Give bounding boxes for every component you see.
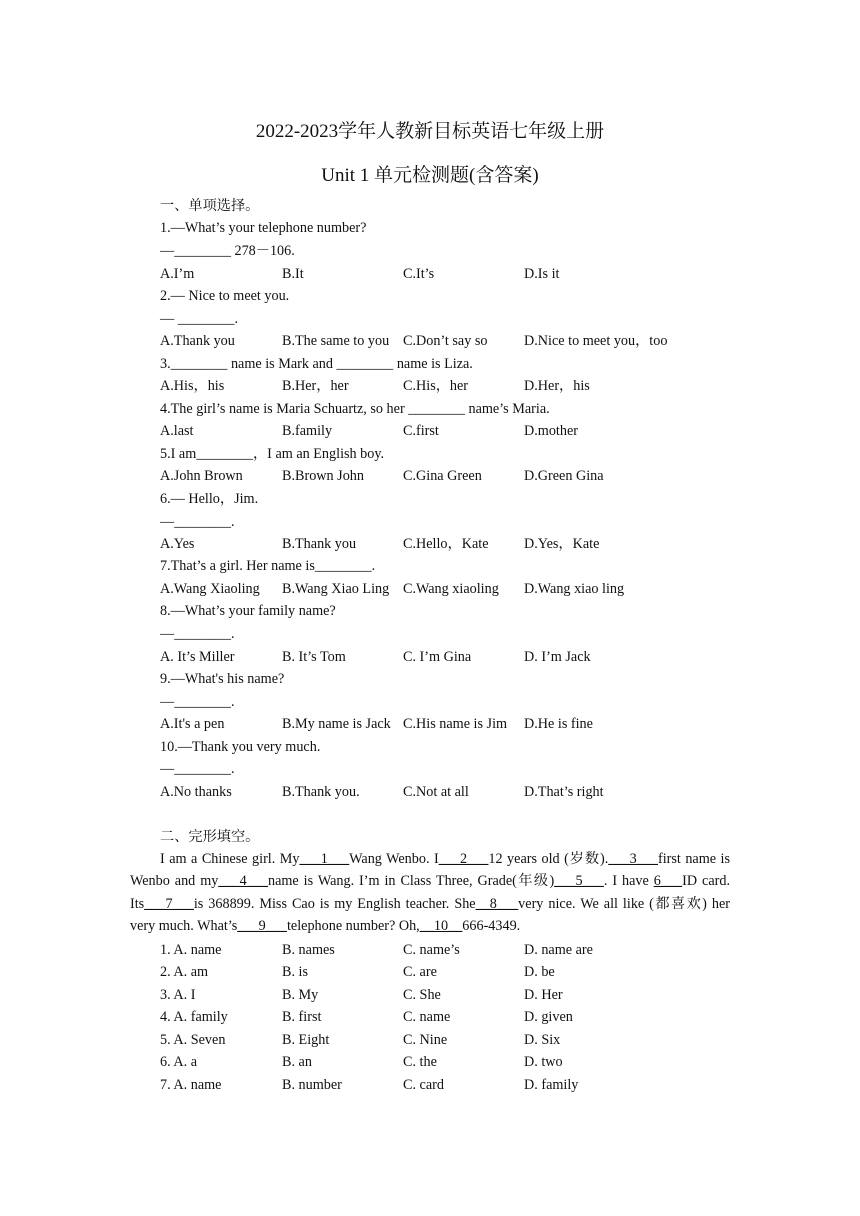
option-b: B. Eight bbox=[282, 1032, 330, 1048]
blank: ___7___ bbox=[144, 895, 194, 912]
question-line: 5.I am________，I am an English boy. bbox=[160, 446, 385, 462]
option-d: D.mother bbox=[524, 423, 578, 439]
option-b: B.It bbox=[282, 266, 304, 282]
option-a: 2. A. am bbox=[160, 964, 209, 980]
question-line: 1.—What’s your telephone number? bbox=[160, 220, 367, 236]
option-d: D. name are bbox=[524, 942, 593, 958]
option-a: 5. A. Seven bbox=[160, 1032, 226, 1048]
options-row bbox=[160, 422, 760, 440]
question-line: 8.—What’s your family name? bbox=[160, 603, 336, 619]
blank: ___2___ bbox=[438, 851, 489, 867]
option-a: A.It's a pen bbox=[160, 716, 225, 732]
option-d: D. family bbox=[524, 1077, 579, 1093]
question-line: 3.________ name is Mark and ________ name is Liza. bbox=[160, 356, 473, 372]
option-d: D.That’s right bbox=[524, 784, 604, 800]
answer-row bbox=[160, 1076, 760, 1094]
option-c: C. She bbox=[403, 987, 441, 1003]
blank: ___3___ bbox=[608, 851, 658, 867]
option-a: A.last bbox=[160, 423, 194, 439]
option-a: 7. A. name bbox=[160, 1077, 222, 1093]
answer-row bbox=[160, 963, 760, 981]
option-b: B. an bbox=[282, 1054, 312, 1070]
options-row bbox=[160, 648, 760, 666]
option-d: D.Green Gina bbox=[524, 468, 604, 484]
option-c: C.Don’t say so bbox=[403, 333, 488, 349]
option-d: D. I’m Jack bbox=[524, 649, 591, 665]
answer-row bbox=[160, 1053, 760, 1071]
option-d: D.Nice to meet you，too bbox=[524, 333, 668, 349]
option-a: A. It’s Miller bbox=[160, 649, 235, 665]
options-row bbox=[160, 467, 760, 485]
option-b: B. is bbox=[282, 964, 309, 980]
question-line: 2.— Nice to meet you. bbox=[160, 288, 290, 304]
options-row bbox=[160, 265, 760, 283]
blank: ___4___ bbox=[218, 873, 268, 890]
answer-row bbox=[160, 1008, 760, 1026]
question-line: —________. bbox=[160, 761, 235, 777]
option-a: 1. A. name bbox=[160, 942, 222, 958]
option-c: C.Wang xiaoling bbox=[403, 581, 499, 597]
option-c: C.His name is Jim bbox=[403, 716, 508, 732]
option-d: D.Wang xiao ling bbox=[524, 581, 625, 597]
option-c: C.first bbox=[403, 423, 439, 439]
cloze-passage bbox=[130, 848, 730, 938]
section-heading: 二、完形填空。 bbox=[160, 829, 260, 845]
option-a: 6. A. a bbox=[160, 1054, 198, 1070]
answer-row bbox=[160, 1031, 760, 1049]
option-d: D. given bbox=[524, 1009, 573, 1025]
option-b: B.family bbox=[282, 423, 333, 439]
options-row bbox=[160, 332, 760, 350]
question-line: —________. bbox=[160, 694, 235, 710]
document-title: 2022-2023学年人教新目标英语七年级上册 bbox=[255, 121, 605, 142]
option-c: C. card bbox=[403, 1077, 444, 1093]
option-d: D.Her，his bbox=[524, 378, 590, 394]
option-a: 3. A. I bbox=[160, 987, 196, 1003]
option-a: A.Thank you bbox=[160, 333, 235, 349]
option-d: D. Her bbox=[524, 987, 563, 1003]
options-row bbox=[160, 377, 760, 395]
question-line: —________. bbox=[160, 514, 235, 530]
passage-text: name is Wang. I’m in Class Three, Grade(年级) bbox=[268, 873, 555, 890]
question-line: 10.—Thank you very much. bbox=[160, 739, 321, 755]
option-a: A.Wang Xiaoling bbox=[160, 581, 260, 597]
option-b: B.My name is Jack bbox=[282, 716, 391, 732]
option-d: D. two bbox=[524, 1054, 563, 1070]
answer-row bbox=[160, 941, 760, 959]
option-b: B.Her，her bbox=[282, 378, 349, 394]
passage-text: 12 years old (岁数). bbox=[488, 851, 609, 867]
option-c: C. name bbox=[403, 1009, 451, 1025]
option-d: D. Six bbox=[524, 1032, 561, 1048]
blank: ___5___ bbox=[554, 873, 604, 890]
question-line: — ________. bbox=[160, 311, 239, 327]
passage-text: very nice. We all like (都喜欢) her very much. What’s bbox=[130, 895, 730, 935]
option-b: B. number bbox=[282, 1077, 342, 1093]
passage-text: telephone number? Oh, bbox=[286, 918, 420, 935]
option-b: B. first bbox=[282, 1009, 322, 1025]
passage-text: first name is Wenbo and my bbox=[130, 851, 730, 890]
blank: ___1___ bbox=[299, 851, 350, 867]
option-c: C.His，her bbox=[403, 378, 469, 394]
passage-text: . I have bbox=[603, 873, 649, 890]
option-c: C. name’s bbox=[403, 942, 460, 958]
question-line: 4.The girl’s name is Maria Schuartz, so her ________ name’s Maria. bbox=[160, 401, 550, 417]
blank: __8___ bbox=[475, 895, 519, 912]
passage-text: 666-4349. bbox=[462, 918, 521, 935]
option-b: B.Thank you bbox=[282, 536, 357, 552]
option-a: A.Yes bbox=[160, 536, 195, 552]
option-c: C.Hello，Kate bbox=[403, 536, 489, 552]
blank: ___9___ bbox=[237, 918, 287, 935]
question-line: 7.That’s a girl. Her name is________. bbox=[160, 558, 376, 574]
option-c: C.Gina Green bbox=[403, 468, 482, 484]
question-line: —________. bbox=[160, 626, 235, 642]
option-c: C. are bbox=[403, 964, 437, 980]
option-c: C.It’s bbox=[403, 266, 435, 282]
option-d: D. be bbox=[524, 964, 555, 980]
option-c: C. Nine bbox=[403, 1032, 448, 1048]
option-b: B. My bbox=[282, 987, 319, 1003]
question-line: 9.—What's his name? bbox=[160, 671, 285, 687]
option-c: C. I’m Gina bbox=[403, 649, 472, 665]
options-row bbox=[160, 535, 760, 553]
passage-text: ID card. Its bbox=[130, 873, 730, 912]
passage-text: I am a Chinese girl. My bbox=[160, 851, 300, 867]
option-a: 4. A. family bbox=[160, 1009, 228, 1025]
option-d: D.He is fine bbox=[524, 716, 593, 732]
question-line: 6.— Hello，Jim. bbox=[160, 491, 259, 507]
passage-text: is 368899. Miss Cao is my English teacher. She bbox=[193, 895, 476, 912]
option-b: B. names bbox=[282, 942, 335, 958]
option-a: A.No thanks bbox=[160, 784, 232, 800]
option-d: D.Yes，Kate bbox=[524, 536, 600, 552]
option-b: B. It’s Tom bbox=[282, 649, 346, 665]
option-b: B.Brown John bbox=[282, 468, 364, 484]
passage-text: Wang Wenbo. I bbox=[349, 851, 439, 867]
option-a: A.I’m bbox=[160, 266, 195, 282]
options-row bbox=[160, 580, 760, 598]
option-d: D.Is it bbox=[524, 266, 560, 282]
option-a: A.His，his bbox=[160, 378, 225, 394]
option-c: C.Not at all bbox=[403, 784, 469, 800]
question-line: —________ 278－106. bbox=[160, 243, 295, 259]
options-row bbox=[160, 783, 760, 801]
document-subtitle: Unit 1 单元检测题(含答案) bbox=[321, 165, 539, 186]
blank: __10__ bbox=[419, 918, 463, 935]
option-b: B.Thank you. bbox=[282, 784, 360, 800]
option-c: C. the bbox=[403, 1054, 437, 1070]
section-heading: 一、单项选择。 bbox=[160, 198, 260, 214]
option-b: B.The same to you bbox=[282, 333, 390, 349]
options-row bbox=[160, 715, 760, 733]
option-a: A.John Brown bbox=[160, 468, 243, 484]
option-b: B.Wang Xiao Ling bbox=[282, 581, 390, 597]
answer-row bbox=[160, 986, 760, 1004]
blank: 6___ bbox=[653, 873, 683, 890]
